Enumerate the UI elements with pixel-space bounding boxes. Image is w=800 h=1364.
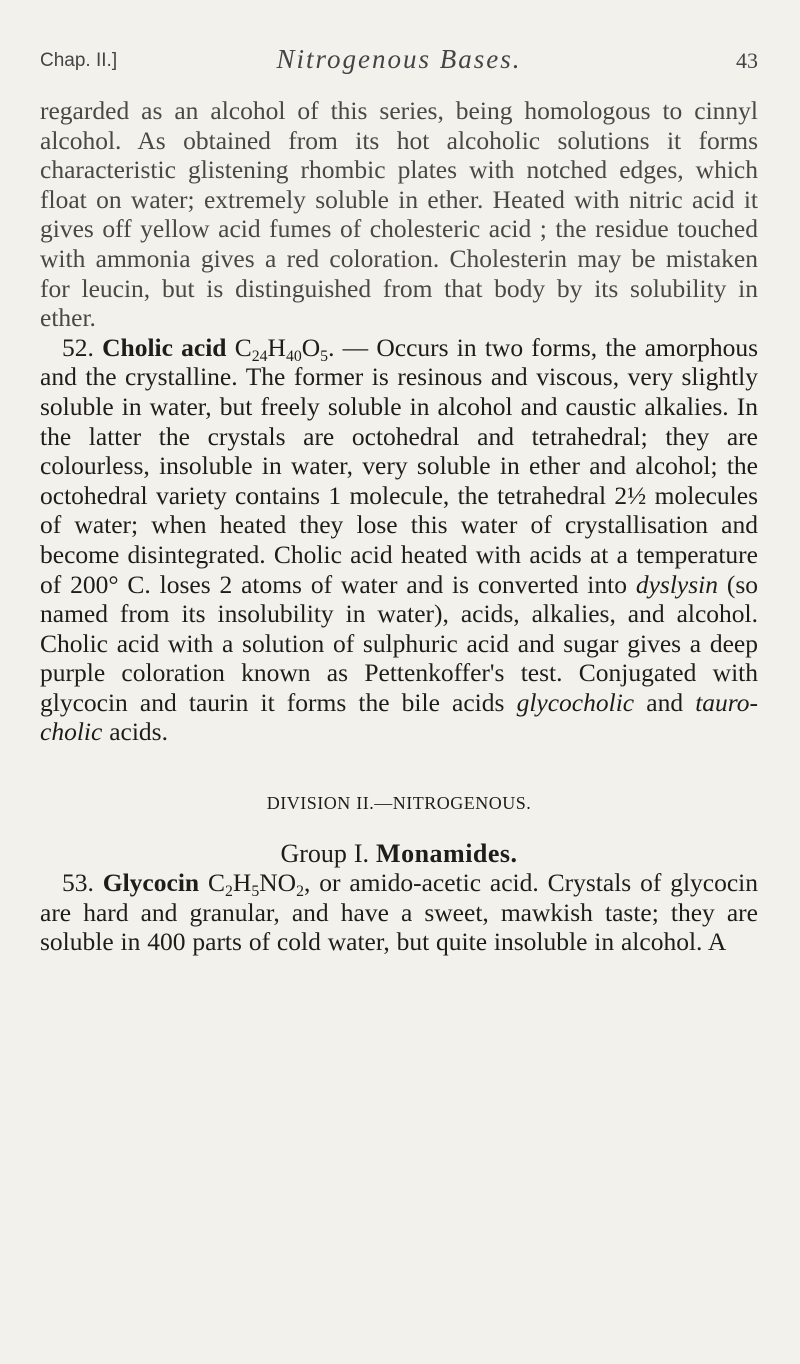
chemical-formula: $C_2H_5NO_2$ bbox=[207, 868, 304, 901]
term-taurocholic: tauro-cholic bbox=[40, 687, 759, 747]
paragraph-text: . — Occurs in two forms, the amorphous and the crystalline. The former is resinous and viscous, very slightly soluble in water, but freely soluble in alcohol and caustic alkalies. In the latter the crystals are octohedral and tetrahedral; they are colourless, insoluble in water, very soluble in ether and alcohol; the octohedral variety contains 1 molecule, the tetrahedral 2½ molecules of water; when heated they lose this water of crystallisation and become disintegrated. Cholic acid heated with acids at a temperature of 200° C. loses 2 atoms of water and is converted into bbox=[40, 332, 759, 599]
section-number: 53. bbox=[62, 868, 94, 898]
running-header bbox=[40, 44, 758, 84]
term-glycocholic: glycocholic bbox=[516, 687, 635, 717]
chapter-label: Chap. II.] bbox=[40, 50, 118, 71]
term-dyslysin: dyslysin bbox=[635, 569, 718, 599]
paragraph-text: , or amido-acetic acid. Crystals of glycocin are hard and granular, and have a sweet, mawkish taste; they are soluble in 400 parts of cold water, but quite insoluble in alcohol. A bbox=[40, 868, 759, 957]
page-body bbox=[40, 96, 758, 957]
section-heading: Glycocin bbox=[102, 868, 200, 898]
paragraph-cholesterin: regarded as an alcohol of this series, being homologous to cinnyl alcohol. As obtained from its hot alcoholic solutions it forms characteristic glistening rhombic plates with notched edges, which float on water; extremely soluble in ether. Heated with nitric acid it gives off yellow acid fumes of cholesteric acid ; the residue touched with ammonia gives a red coloration. Cholesterin may be mistaken for leucin, but is distinguished from that body by its solubility in ether. bbox=[40, 96, 758, 333]
group-name: Monamides. bbox=[376, 838, 518, 868]
section-heading: Cholic acid bbox=[102, 332, 227, 362]
group-prefix: Group I. bbox=[280, 838, 370, 868]
paragraph-text: acids. bbox=[109, 717, 168, 747]
paragraph-glycocin bbox=[40, 868, 758, 957]
group-heading bbox=[40, 839, 758, 869]
division-heading: DIVISION II.—NITROGENOUS. bbox=[266, 793, 532, 814]
page-number: 43 bbox=[736, 48, 758, 73]
chemical-formula: $C_{24}H_{40}O_5$ bbox=[234, 332, 329, 365]
section-number: 52. bbox=[62, 332, 94, 362]
running-title: Nitrogenous Bases. bbox=[276, 44, 522, 74]
paragraph-text: and bbox=[646, 687, 684, 717]
paragraph-text: (so named from its insolubility in water), acids, alkalies, and alcohol. Cholic acid with a solution of sulphuric acid and sugar gives a deep purple coloration known as Pettenkoffer's test. Conjugated with glycocin and taurin it forms the bile acids bbox=[40, 569, 759, 717]
paragraph-cholic-acid bbox=[40, 333, 758, 747]
